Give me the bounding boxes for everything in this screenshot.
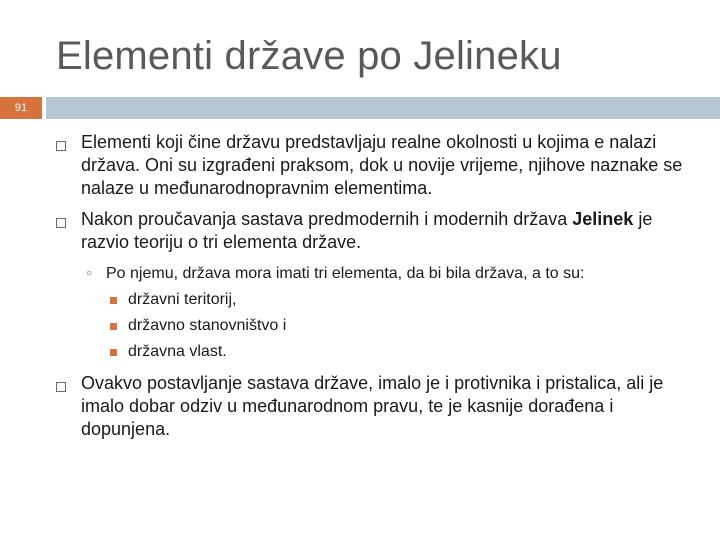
square-outline-bullet-icon: [56, 382, 66, 392]
sub-bullet-text: Po njemu, država mora imati tri elementa, da bi bila država, a to su:: [106, 265, 585, 282]
bullet-3-text: Ovakvo postavljanje sastava države, imalo je i protivnika i pristalica, ali je imalo dobar odziv u međunarodnom pravu, te je kasnije dorađena i dopunjena.: [81, 373, 664, 439]
element-item-1: državni teritorij,: [128, 291, 237, 308]
bullet-2-text-after: je razvio teoriju o tri elementa države.: [81, 209, 653, 252]
filled-square-bullet-icon: [110, 323, 117, 330]
slide-number: 91: [14, 102, 28, 114]
open-circle-bullet-icon: ○: [85, 268, 93, 279]
element-item-2: državno stanovništvo i: [128, 317, 287, 334]
filled-square-bullet-icon: [110, 297, 117, 304]
bullet-1-text: Elementi koji čine državu predstavljaju realne okolnosti u kojima e nalazi država. Oni su izgrađeni praksom, dok u novije vrijeme, njihove naznake se nalaze u međunarodnopravnim elementima.: [81, 132, 683, 198]
bullet-2-bold: Jelinek: [572, 209, 634, 229]
square-outline-bullet-icon: [56, 141, 66, 151]
square-outline-bullet-icon: [56, 218, 66, 228]
slide-title: Elementi države po Jelineku: [56, 34, 562, 78]
element-item-3: državna vlast.: [128, 343, 227, 360]
bullet-2-text: [81, 208, 701, 254]
bullet-2-text-before: Nakon proučavanja sastava predmodernih i modernih država: [81, 209, 573, 229]
filled-square-bullet-icon: [110, 349, 117, 356]
